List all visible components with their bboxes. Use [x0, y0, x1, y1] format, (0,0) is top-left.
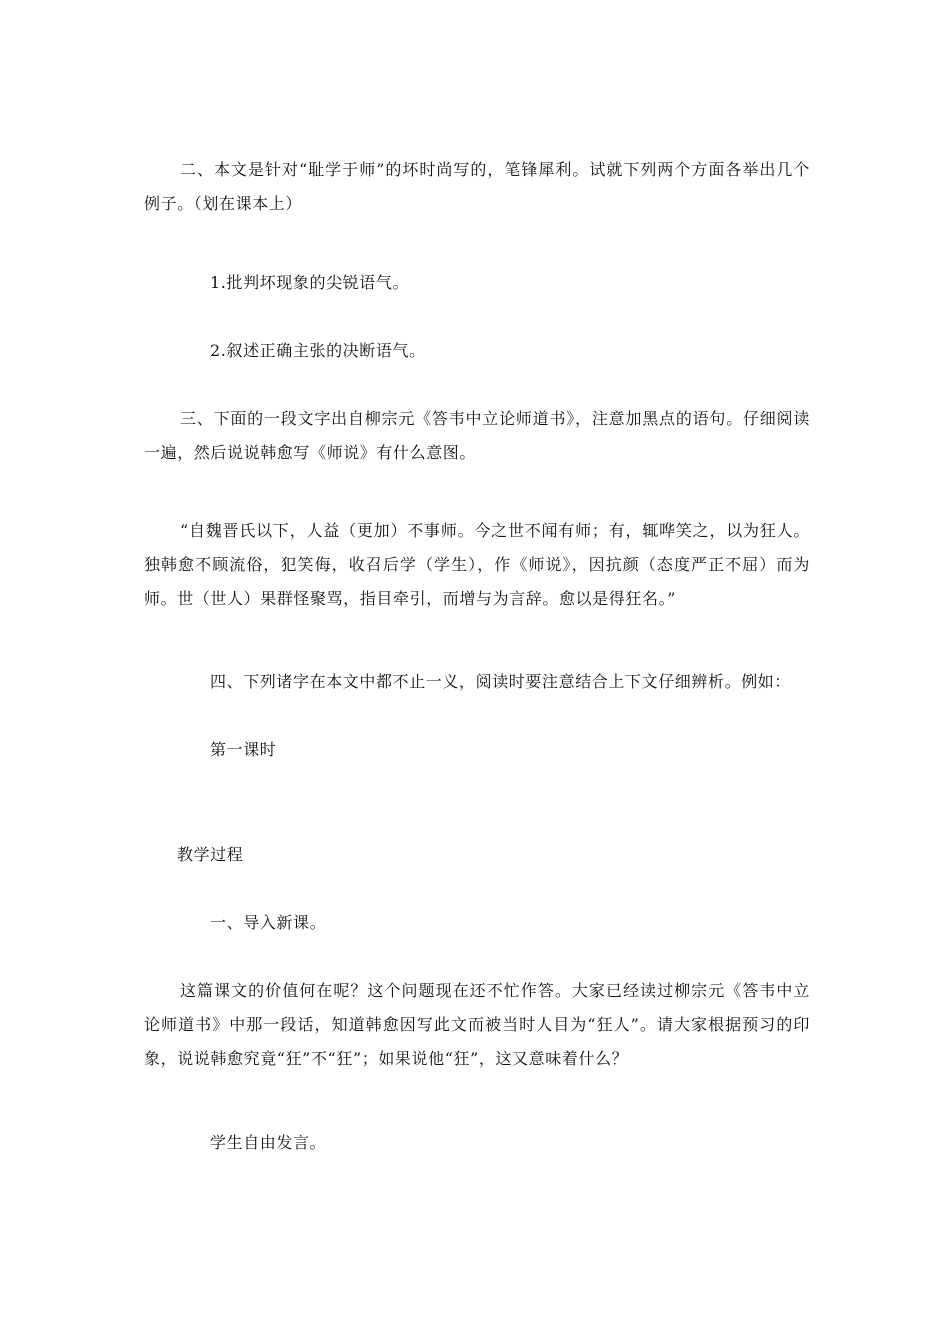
question-two-item-two: 2.叙述正确主张的决断语气。	[210, 341, 426, 360]
quoted-passage: “自魏晋氏以下，人益（更加）不事师。今之世不闻有师；有，辄哗笑之，以为狂人。独韩愈不顾流俗，犯笑侮，收召后学（学生），作《师说》，因抗颜（态度严正不屈）而为师。世（世人）果群怪聚骂，指目牵引，而增与为言辞。愈以是得狂名。”	[144, 521, 810, 608]
process-heading: 教学过程	[177, 845, 244, 864]
question-two-item-one: 1.批判坏现象的尖锐语气。	[210, 273, 410, 292]
student-note: 学生自由发言。	[210, 1133, 327, 1152]
question-two: 二、本文是针对“耻学于师”的坏时尚写的，笔锋犀利。试就下列两个方面各举出几个例子。（划在课本上）	[144, 160, 810, 213]
step-one-heading: 一、导入新课。	[210, 913, 327, 932]
question-four: 四、下列诸字在本文中都不止一义，阅读时要注意结合上下文仔细辨析。例如：	[210, 672, 792, 691]
intro-paragraph: 这篇课文的价值何在呢？这个问题现在还不忙作答。大家已经读过柳宗元《答韦中立论师道书》中那一段话，知道韩愈因写此文而被当时人目为“狂人”。请大家根据预习的印象，说说韩愈究竟“狂”不“狂”；如果说他“狂”，这又意味着什么？	[144, 981, 810, 1068]
lesson-title: 第一课时	[210, 740, 277, 759]
question-three: 三、下面的一段文字出自柳宗元《答韦中立论师道书》，注意加黑点的语句。仔细阅读一遍，然后说说韩愈写《师说》有什么意图。	[144, 409, 810, 462]
